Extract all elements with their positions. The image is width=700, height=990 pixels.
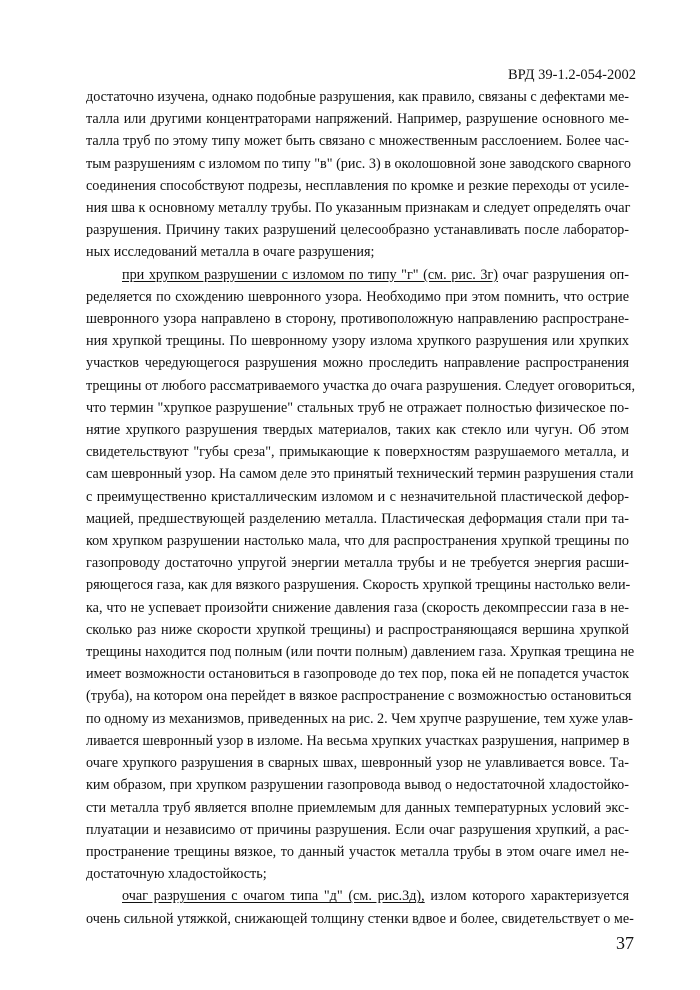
text-line: сти металла труб является вполне приемлемым для данных температурных условий экс- [86, 799, 629, 816]
text-line: ряющегося газа, как для вязкого разрушения. Скорость хрупкой трещины настолько вели- [86, 577, 631, 594]
text-fragment: излом которого характеризуется [424, 888, 629, 905]
text-line: ния шва к основному металлу трубы. По указанным признакам и следует определять очаг [86, 200, 631, 217]
text-line: ливается шевронный узор в изломе. На весьма хрупких участках разрушения, например в [86, 732, 630, 749]
text-line: ния хрупкой трещины. По шевронному узору излома хрупкого разрушения или хрупких [86, 333, 629, 350]
document-code-header: ВРД 39-1.2-054-2002 [507, 67, 636, 83]
text-line: нятие хрупкого разрушения твердых материалов, таких как стекло или чугун. Об этом [86, 422, 629, 439]
text-fragment: очаг разрушения оп- [497, 266, 629, 283]
text-line: трещины от любого рассматриваемого участка до очага разрушения. Следует оговориться, [86, 377, 635, 394]
text-line: достаточно изучена, однако подобные разрушения, как правило, связаны с дефектами ме- [86, 89, 629, 105]
text-line: (труба), на котором она перейдет в вязкое распространение с возможностью остановиться [86, 688, 632, 705]
underlined-term: при хрупком разрушении с изломом по типу "г" (см. рис. 3г) [122, 266, 498, 283]
text-line: сам шевронный узор. На самом деле это принятый технический термин разрушения стали [86, 466, 634, 483]
page-number: 37 [616, 933, 634, 953]
text-line-first [86, 885, 629, 907]
paragraph-3 [86, 885, 634, 929]
text-line: ком хрупком разрушении настолько мала, что для распространения хрупкой трещины по [86, 533, 629, 550]
paragraph-1 [86, 86, 629, 264]
text-line-first [86, 264, 629, 286]
text-line: свидетельствуют "губы среза", примыкающие к поверхностям разрушаемого металла, и [86, 444, 629, 461]
text-line: мацией, предшествующей разделению металла. Пластическая деформация стали при та- [86, 510, 629, 527]
text-line: газопроводу достаточно упругой энергии металла трубы и не требуется энергия расши- [86, 555, 629, 572]
text-line: талла или другими концентраторами напряжений. Например, разрушение основного ме- [86, 111, 629, 128]
text-line: участков чередующегося разрушения можно проследить направление распространения [86, 355, 629, 372]
text-line: по одному из механизмов, приведенных на рис. 2. Чем хрупче разрушение, тем хуже улав- [86, 710, 633, 727]
paragraph-2 [86, 264, 635, 886]
text-line: очень сильной утяжкой, снижающей толщину стенки вдвое и более, свидетельствует о ме- [86, 910, 634, 927]
text-line: тым разрушениям с изломом по типу "в" (рис. 3) в околошовной зоне заводского сварного [86, 155, 631, 172]
text-line: достаточную хладостойкость; [86, 866, 267, 883]
text-line: ким образом, при хрупком разрушении газопровода вывод о недостаточной хладостойко- [86, 777, 629, 794]
text-line: соединения способствуют подрезы, несплавления по кромке и резкие переходы от усиле- [86, 177, 629, 194]
text-line: очаге хрупкого разрушения в сварных швах, шевронный узор не улавливается вовсе. Та- [86, 755, 629, 772]
text-line: имеет возможности остановиться в газопроводе до тех пор, пока ей не попадется участок [86, 666, 629, 683]
text-line: ределяется по схождению шевронного узора. Необходимо при этом помнить, что острие [86, 288, 629, 305]
text-line: пространение трещины вязкое, то данный участок металла трубы в этом очаге имел не- [86, 843, 629, 860]
text-line: ных исследований металла в очаге разрушения; [86, 244, 375, 261]
body-text [86, 86, 635, 930]
text-line: шевронного узора направлено в сторону, противоположную направлению распростране- [86, 311, 629, 328]
text-line: плуатации и независимо от причины разрушения. Если очаг разрушения хрупкий, а рас- [86, 821, 629, 838]
text-line: трещины находится под полным (или почти полным) давлением газа. Хрупкая трещина не [86, 644, 635, 661]
text-line: с преимущественно кристаллическим изломом и с незначительной пластической дефор- [86, 488, 629, 505]
text-line: талла труб по этому типу может быть связано с множественным расслоением. Более час- [86, 133, 629, 150]
text-line: что термин "хрупкое разрушение" стальных труб не отражает полностью физическое по- [86, 399, 629, 416]
text-line: разрушения. Причину таких разрушений целесообразно устанавливать после лаборатор- [86, 222, 629, 239]
underlined-term: очаг разрушения с очагом типа "д" (см. рис.3д), [122, 888, 425, 905]
text-line: сколько раз ниже скорости хрупкой трещины) и распространяющаяся вершина хрупкой [86, 621, 629, 638]
text-line: ка, что не успевает произойти снижение давления газа (скорость декомпрессии газа в не- [86, 599, 629, 616]
